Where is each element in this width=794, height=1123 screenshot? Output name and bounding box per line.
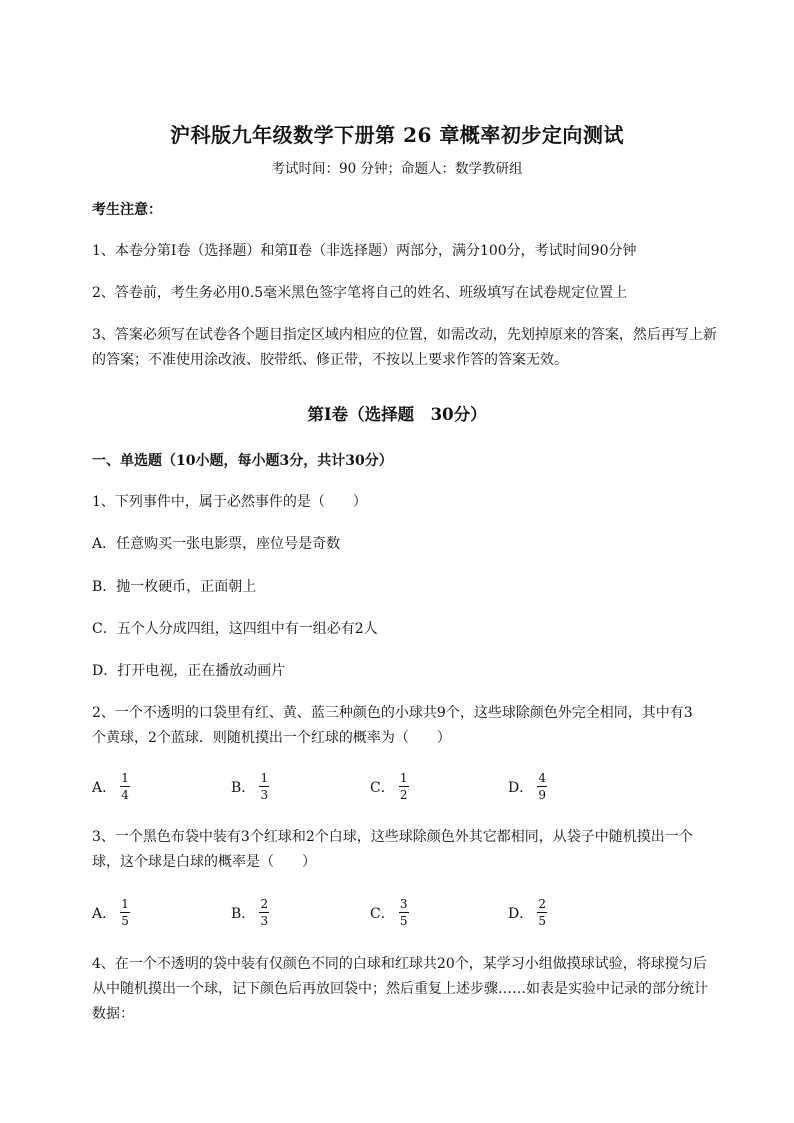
notice-item-2: 2、答卷前，考生务必用0.5毫米黑色签字笔将自己的姓名、班级填写在试卷规定位置上 — [92, 285, 628, 301]
q3-option-a-label: A． — [92, 905, 117, 922]
q3-option-d-numerator: 2 — [538, 897, 547, 911]
q2-option-d-fraction — [537, 771, 547, 802]
q2-option-a-denominator: 4 — [121, 788, 129, 802]
q2-option-c-label: C． — [370, 779, 395, 796]
q1-stem: 1、下列事件中，属于必然事件的是（ ） — [92, 494, 367, 510]
q3-option-b-label: B． — [231, 905, 256, 922]
q3-option-d-fraction — [537, 897, 547, 928]
q2-option-c-denominator: 2 — [399, 788, 408, 802]
q3-option-b — [231, 897, 269, 928]
exam-subtitle: 考试时间：90 分钟；命题人：数学教研组 — [271, 161, 523, 177]
q3-option-a-denominator: 5 — [121, 914, 129, 928]
fraction-bar — [537, 912, 547, 913]
q2-option-c-fraction — [399, 771, 409, 802]
q2-option-b-fraction — [259, 771, 269, 802]
q2-option-d-label: D． — [508, 779, 534, 796]
q1-option-b: B．抛一枚硬币，正面朝上 — [92, 579, 257, 595]
notice-item-3-line-2: 的答案；不准使用涂改液、胶带纸、修正带，不按以上要求作答的答案无效。 — [92, 352, 568, 368]
q3-option-b-fraction — [259, 897, 269, 928]
notice-heading: 考生注意： — [92, 202, 162, 218]
q3-option-b-numerator: 2 — [260, 897, 269, 911]
q3-stem-line-1: 3、一个黑色布袋中装有3个红球和2个白球，这些球除颜色外其它都相同，从袋子中随机摸出一个 — [92, 829, 693, 845]
q2-option-c — [370, 771, 409, 802]
q2-stem-line-1: 2、一个不透明的口袋里有红、黄、蓝三种颜色的小球共9个，这些球除颜色外完全相同，其中有3 — [92, 705, 693, 721]
q2-option-b — [231, 771, 269, 802]
q4-stem-line-1: 4、在一个不透明的袋中装有仅颜色不同的白球和红球共20个，某学习小组做摸球试验，将球搅匀后 — [92, 956, 707, 972]
q3-option-b-denominator: 3 — [260, 914, 269, 928]
q2-option-a — [92, 771, 130, 802]
q2-option-b-numerator: 1 — [260, 771, 269, 785]
fraction-bar — [259, 786, 269, 787]
q2-option-a-label: A． — [92, 779, 117, 796]
fraction-bar — [120, 786, 130, 787]
q1-option-c: C．五个人分成四组，这四组中有一组必有2人 — [92, 621, 378, 637]
section-title: 第Ⅰ卷（选择题 30分） — [307, 405, 487, 424]
q2-option-d-denominator: 9 — [538, 788, 547, 802]
part-heading: 一、单选题（10小题，每小题3分，共计30分） — [92, 453, 393, 469]
fraction-bar — [399, 786, 409, 787]
q3-stem-line-2: 球，这个球是白球的概率是（ ） — [92, 854, 316, 870]
notice-item-3-line-1: 3、答案必须写在试卷各个题目指定区域内相应的位置，如需改动，先划掉原来的答案，然后再写上新 — [92, 327, 717, 343]
q4-stem-line-2: 从中随机摸出一个球，记下颜色后再放回袋中；然后重复上述步骤……如表是实验中记录的部分统计 — [92, 981, 708, 997]
notice-item-1: 1、本卷分第Ⅰ卷（选择题）和第Ⅱ卷（非选择题）两部分，满分100分，考试时间90分钟 — [92, 243, 637, 259]
q2-option-b-denominator: 3 — [260, 788, 269, 802]
fraction-bar — [259, 912, 269, 913]
q3-option-a — [92, 897, 130, 928]
q3-option-c-numerator: 3 — [399, 897, 408, 911]
q3-option-c-fraction — [399, 897, 409, 928]
q2-option-b-label: B． — [231, 779, 256, 796]
q2-option-d-numerator: 4 — [538, 771, 547, 785]
fraction-bar — [537, 786, 547, 787]
q3-option-c — [370, 897, 409, 928]
q2-stem-line-2: 个黄球，2个蓝球．则随机摸出一个红球的概率为（ ） — [92, 730, 451, 746]
q3-option-a-numerator: 1 — [121, 897, 129, 911]
q3-option-d — [508, 897, 547, 928]
q4-stem-line-3: 数据： — [92, 1006, 134, 1022]
q2-option-a-fraction — [120, 771, 130, 802]
q3-option-c-denominator: 5 — [399, 914, 408, 928]
q3-option-c-label: C． — [370, 905, 395, 922]
q3-option-a-fraction — [120, 897, 130, 928]
q2-option-c-numerator: 1 — [399, 771, 408, 785]
exam-title: 沪科版九年级数学下册第 26 章概率初步定向测试 — [170, 123, 624, 147]
fraction-bar — [120, 912, 130, 913]
q2-option-d — [508, 771, 547, 802]
q1-option-a: A．任意购买一张电影票，座位号是奇数 — [92, 536, 341, 552]
q3-option-d-label: D． — [508, 905, 534, 922]
q3-option-d-denominator: 5 — [538, 914, 547, 928]
q2-option-a-numerator: 1 — [121, 771, 129, 785]
fraction-bar — [399, 912, 409, 913]
q1-option-d: D．打开电视，正在播放动画片 — [92, 663, 286, 679]
